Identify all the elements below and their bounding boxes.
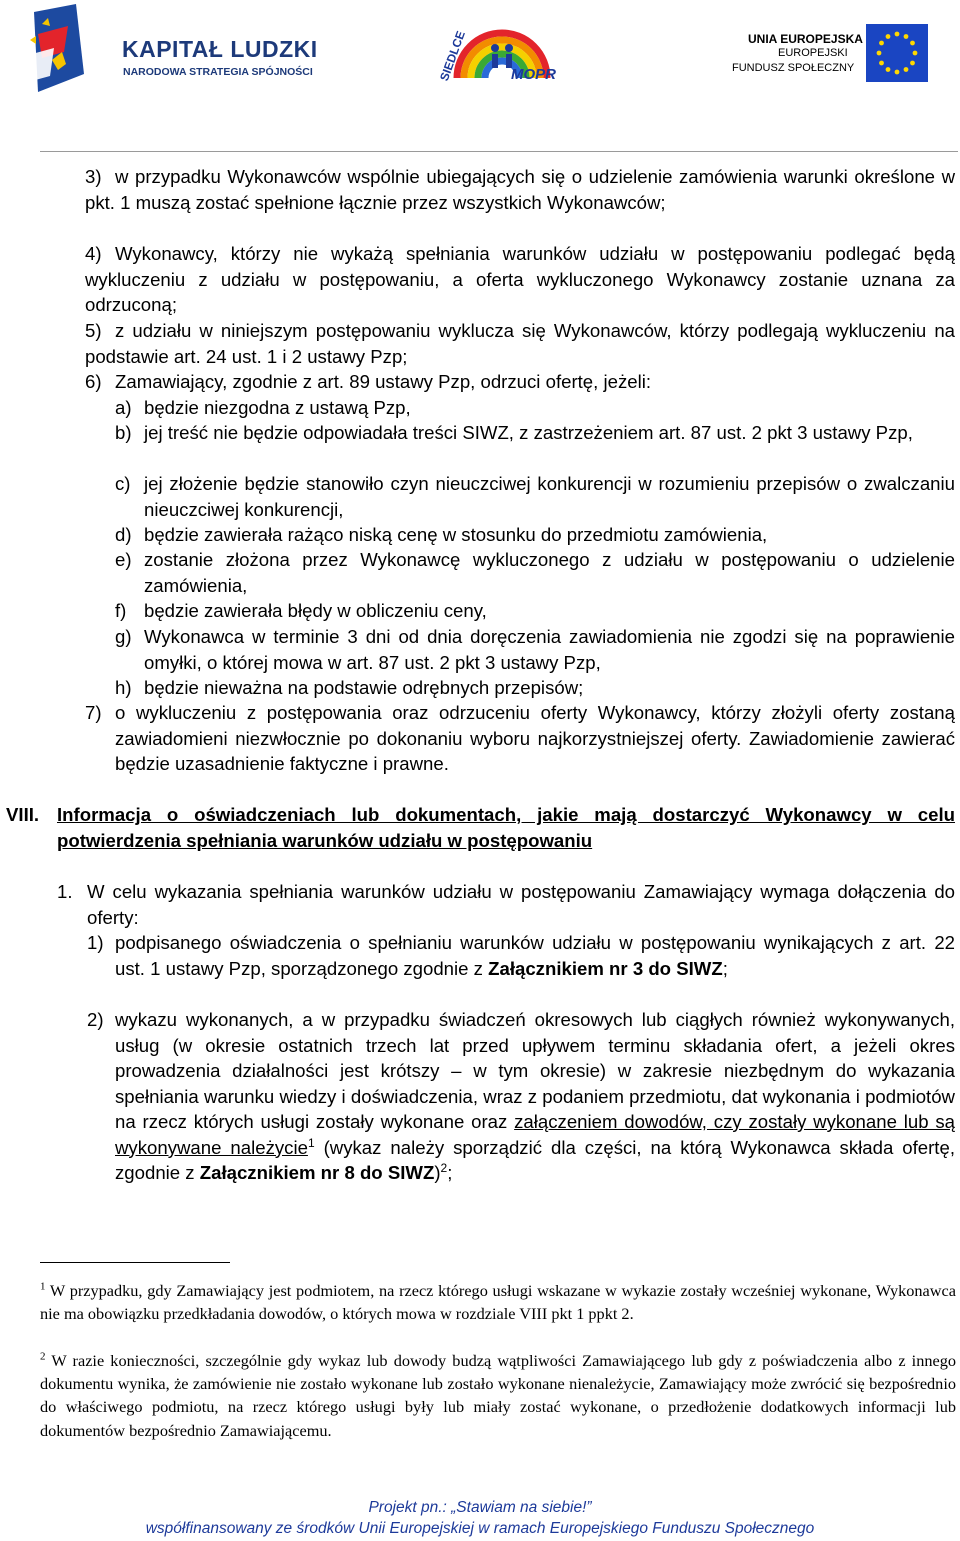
doc-item-1-text — [115, 930, 955, 981]
sub-d-label: d) — [115, 524, 132, 545]
sub-e-label: e) — [115, 549, 132, 570]
item-5-number: 5) — [85, 320, 102, 341]
item-4-text — [85, 241, 955, 318]
item-7-text — [115, 700, 955, 777]
footnote-divider — [40, 1262, 230, 1263]
doc-item-2-text — [115, 1007, 955, 1186]
sub-c-label: c) — [115, 473, 131, 494]
section-8-title: Informacja o oświadczeniach lub dokumentach, jakie mają dostarczyć Wykonawcy w celu potwierdzenia spełniania warunków udziału w postępowaniu — [57, 804, 955, 851]
sub-e-text: zostanie złożona przez Wykonawcę wykluczonego z udziału w postępowaniu o udzielenie zamówienia, — [144, 549, 955, 596]
sub-f-text: będzie zawierała błędy w obliczeniu ceny, — [144, 600, 487, 621]
sub-b-text: jej treść nie będzie odpowiadała treści SIWZ, z zastrzeżeniem art. 87 ust. 2 pkt 3 ustawy Pzp, — [144, 422, 913, 443]
kapital-ludzki-emblem-icon — [24, 4, 94, 96]
item-4-body: Wykonawcy, którzy nie wykażą spełniania warunków udziału w postępowaniu podlegać będą wykluczeniu z udziału w postępowaniu, a oferta wykluczonego Wykonawcy zostanie uznana za odrzuconą; — [85, 243, 955, 315]
item-5-body: z udziału w niniejszym postępowaniu wyklucza się Wykonawców, którzy podlegają wykluczeniu na podstawie art. 24 ust. 1 i 2 ustawy Pzp; — [85, 320, 955, 367]
kapital-ludzki-logo — [24, 4, 324, 96]
item-6-text — [115, 369, 955, 395]
sub-h-text: będzie nieważna na podstawie odrębnych przepisów; — [144, 677, 584, 698]
mopr-label: MOPR — [511, 66, 556, 83]
item-7-number: 7) — [85, 702, 102, 723]
doc-item-1-end: ; — [722, 957, 728, 979]
item-7-body: o wykluczeniu z postępowania oraz odrzuceniu oferty Wykonawcy, którzy złożyli oferty zostaną zawiadomieni niezwłocznie po dokonaniu wyboru najkorzystniejszej oferty. Zawiadomienie zawierać będzie uzasadnienie faktyczne i prawne. — [115, 702, 955, 774]
footnote-ref-2: 2 — [440, 1160, 448, 1175]
footnote-ref-1: 1 — [307, 1135, 315, 1150]
sub-b-label: b) — [115, 422, 132, 443]
doc-item-1-body: podpisanego oświadczenia o spełnianiu warunków udziału w postępowaniu wynikających z art. 22 ust. 1 ustawy Pzp, sporządzonego zgodnie z — [115, 932, 955, 979]
sub-h-label: h) — [115, 677, 132, 698]
footnote-1 — [40, 1279, 956, 1325]
attachment-3-reference: Załącznikiem nr 3 do SIWZ — [488, 957, 723, 979]
sub-c-text: jej złożenie będzie stanowiło czyn nieuczciwej konkurencji w rozumieniu przepisów o zwalczaniu nieuczciwej konkurencji, — [144, 473, 955, 520]
mopr-logo — [427, 8, 559, 98]
item-3-number: 3) — [85, 166, 102, 187]
eu-flag-icon — [866, 24, 928, 82]
kapital-ludzki-title: KAPITAŁ LUDZKI — [122, 36, 318, 62]
attachment-8-reference: Załącznikiem nr 8 do SIWZ — [199, 1162, 435, 1183]
evidence-requirement: załączeniem dowodów, czy zostały wykonane lub są wykonywane należycie — [115, 1111, 955, 1158]
doc-item-2-number: 2) — [87, 1009, 104, 1030]
doc-item-1-number: 1) — [87, 932, 104, 953]
doc-item-2-paren: ) — [434, 1162, 441, 1183]
sub-g-label: g) — [115, 626, 132, 647]
siedlce-label: SIEDLCE — [437, 29, 468, 83]
item-3-text — [85, 164, 955, 215]
item-6-body: Zamawiający, zgodnie z art. 89 ustawy Pzp, odrzuci ofertę, jeżeli: — [115, 371, 652, 392]
eu-line-2: EUROPEJSKI — [778, 47, 848, 59]
doc-item-2-end: ; — [447, 1162, 453, 1183]
kapital-ludzki-subtitle: NARODOWA STRATEGIA SPÓJNOŚCI — [123, 66, 313, 78]
item-6-number: 6) — [85, 371, 102, 392]
eu-line-3: FUNDUSZ SPOŁECZNY — [732, 62, 855, 74]
header-divider — [40, 151, 958, 152]
sub-a-text: będzie niezgodna z ustawą Pzp, — [144, 397, 411, 418]
footnote-2-number: 2 — [40, 1350, 46, 1363]
point-1-text: W celu wykazania spełniania warunków udziału w postępowaniu Zamawiający wymaga dołączenia do oferty: — [87, 881, 955, 928]
doc-item-2-body: wykazu wykonanych, a w przypadku świadczeń okresowych lub ciągłych również wykonywanych, usług (w okresie ostatnich trzech lat przed upływem terminu składania ofert, a jeżeli okres prowadzenia działalności jest krótszy – w tym okresie) w zakresie niezbędnym do wykazania spełniania warunku wiedzy i doświadczenia, wraz z podaniem przedmiotu, dat wykonania i podmiotów na rzecz których usługi zostały wykonane oraz — [115, 1009, 955, 1132]
item-3-body: w przypadku Wykonawców wspólnie ubiegających się o udzielenie zamówienia warunki określone w pkt. 1 muszą zostać spełnione łącznie przez wszystkich Wykonawców; — [85, 166, 955, 213]
sub-f-label: f) — [115, 600, 127, 621]
footnote-1-number: 1 — [40, 1280, 46, 1293]
page-header — [0, 0, 960, 100]
page-footer — [0, 1497, 960, 1539]
item-4-number: 4) — [85, 243, 102, 264]
footnote-1-text: W przypadku, gdy Zamawiający jest podmiotem, na rzecz którego usługi wskazane w wykazie zostały wcześniej wykonane, Wykonawca nie ma obowiązku przedkładania dowodów, o których mowa w rozdziale VIII pkt 1 ppkt 2. — [40, 1281, 956, 1324]
section-8-number: VIII. — [6, 804, 40, 825]
sub-a-label: a) — [115, 397, 132, 418]
footnote-2 — [40, 1349, 956, 1442]
sub-d-text: będzie zawierała rażąco niską cenę w stosunku do przedmiotu zamówienia, — [144, 524, 768, 545]
doc-item-2-middle: (wykaz należy sporządzić dla części, na którą Wykonawca składa ofertę, zgodnie z — [115, 1136, 955, 1183]
item-5-text — [85, 318, 955, 369]
point-1-number: 1. — [57, 881, 73, 902]
eu-line-1: UNIA EUROPEJSKA — [748, 32, 863, 46]
footer-project-name: Projekt pn.: „Stawiam na siebie!” — [368, 1499, 592, 1516]
eu-logo — [720, 20, 942, 86]
footnote-2-text: W razie konieczności, szczególnie gdy wykaz lub dowody budzą wątpliwości Zamawiającego lub gdy z poświadczenia albo z innego dokumentu wynika, że zamówienie nie zostało wykonane lub zostało wykonane nienależycie, Zamawiający może zwrócić się bezpośrednio do właściwego podmiotu, na rzecz którego usługi były lub miały zostać wykonane, o przedłożenie dodatkowych informacji lub dokumentów bezpośrednio Zamawiającemu. — [40, 1351, 956, 1440]
sub-g-text: Wykonawca w terminie 3 dni od dnia doręczenia zawiadomienia nie zgodzi się na poprawienie omyłki, o której mowa w art. 87 ust. 2 pkt 3 ustawy Pzp, — [144, 626, 955, 673]
footer-cofinancing: współfinansowany ze środków Unii Europejskiej w ramach Europejskiego Funduszu Społecznego — [145, 1520, 815, 1537]
